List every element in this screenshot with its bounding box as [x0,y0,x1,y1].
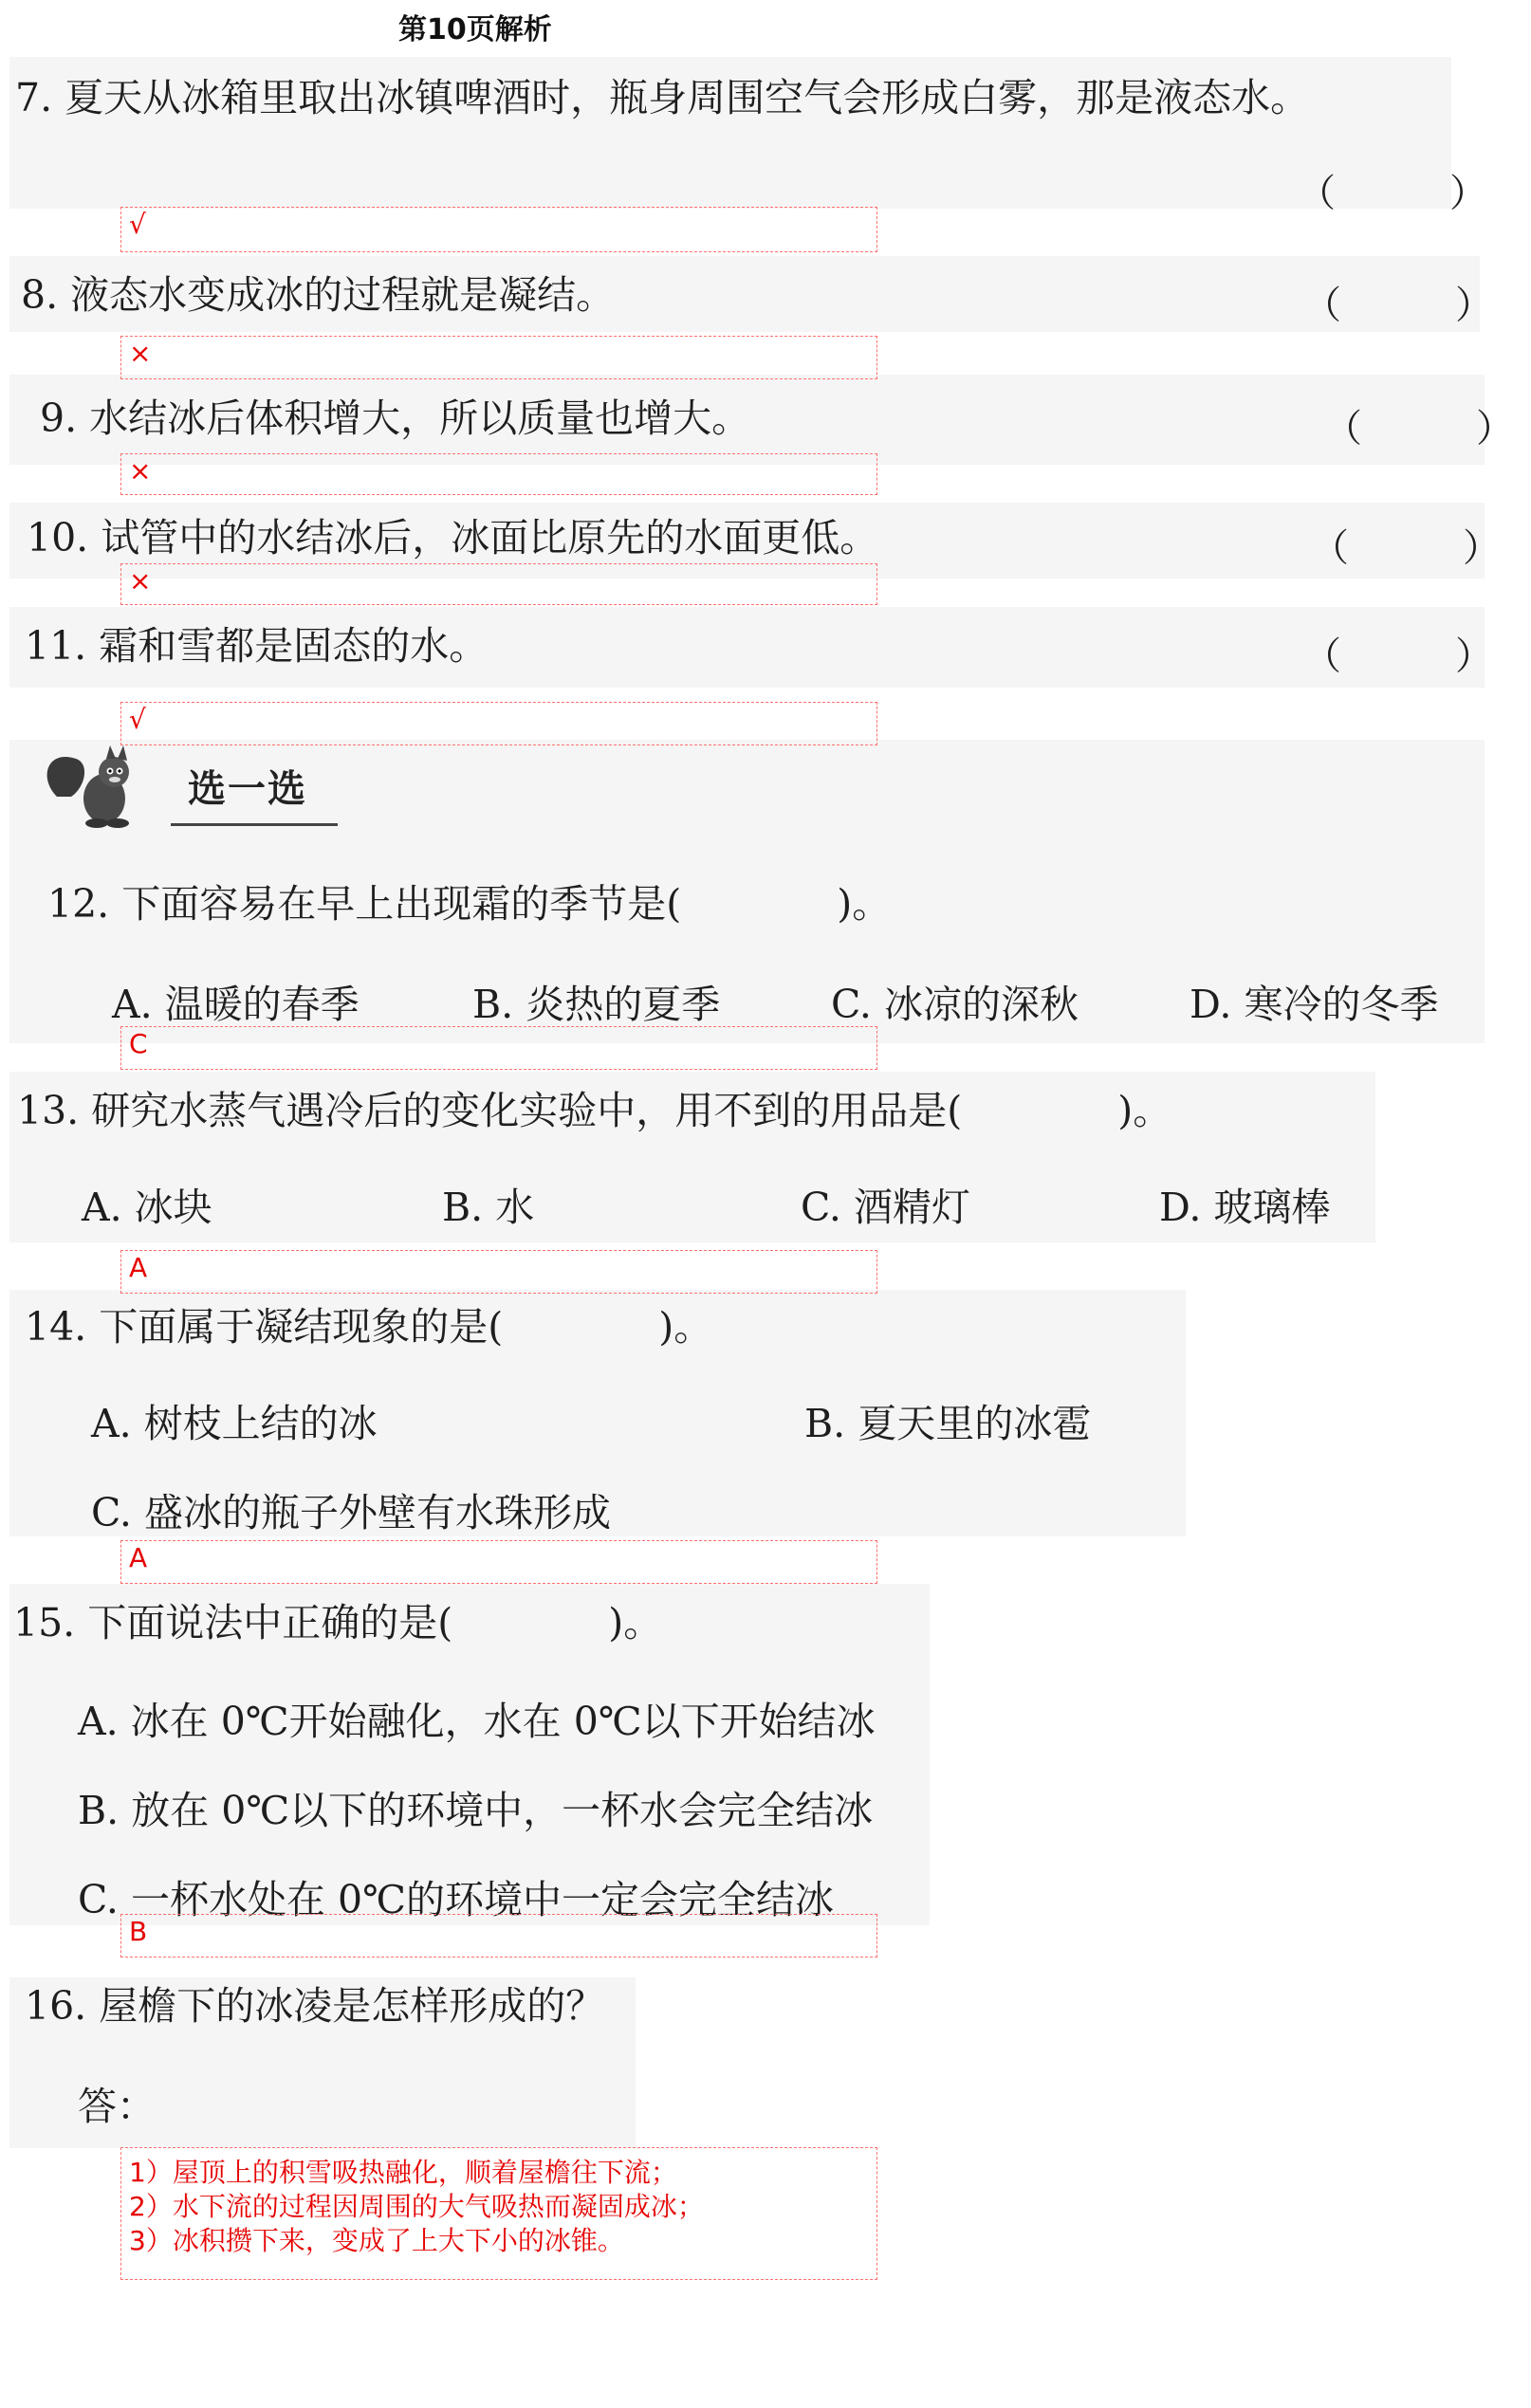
option-b: B. 夏天里的冰雹 [804,1401,1092,1446]
option-a: A. 冰在 0℃开始融化，水在 0℃以下开始结冰 [78,1699,876,1744]
answer-text: A [129,1542,148,1573]
answer-text: × [129,565,152,597]
option-c: C. 冰凉的深秋 [831,982,1079,1027]
option-b: B. 放在 0℃以下的环境中，一杯水会完全结冰 [78,1788,874,1833]
section-title: 选一选 [188,767,307,811]
option-c: C. 酒精灯 [801,1185,970,1230]
option-a: A. 温暖的春季 [112,982,360,1027]
question-11: 11. 霜和雪都是固态的水。 [25,623,489,669]
option-d: D. 寒冷的冬季 [1190,982,1439,1027]
answer-text: √ [129,209,146,240]
answer-text: B [129,1916,148,1947]
answer-paren: （ ） [1324,407,1514,450]
answer-line: 3）冰积攒下来，变成了上大下小的冰锥。 [129,2225,624,2256]
option-b: B. 炎热的夏季 [472,982,721,1027]
question-13: 13. 研究水蒸气遇冷后的变化实验中，用不到的用品是( )。 [17,1088,1172,1133]
page-title: 第10页解析 [398,13,552,46]
answer-box-16 [120,2147,877,2280]
answer-box-9 [120,453,877,495]
answer-box-7 [120,207,877,252]
answer-label: 答： [78,2084,156,2129]
answer-paren: （ ） [1298,172,1487,215]
answer-box-8 [120,336,877,379]
answer-text: × [129,455,152,487]
answer-line: 2）水下流的过程因周围的大气吸热而凝固成冰； [129,2191,704,2222]
answer-paren: （ ） [1311,526,1501,570]
answer-line: 1）屋顶上的积雪吸热融化，顺着屋檐往下流； [129,2157,677,2188]
option-a: A. 树枝上结的冰 [91,1401,378,1446]
answer-box-13 [120,1250,877,1294]
question-9: 9. 水结冰后体积增大，所以质量也增大。 [40,395,751,441]
option-a: A. 冰块 [82,1185,212,1230]
question-7: 7. 夏天从冰箱里取出冰镇啤酒时，瓶身周围空气会形成白雾，那是液态水。 [15,75,1310,120]
answer-box-10 [120,563,877,605]
question-8: 8. 液态水变成冰的过程就是凝结。 [21,272,616,318]
section-header [38,740,341,835]
answer-box-15 [120,1914,877,1958]
question-10: 10. 试管中的水结冰后，冰面比原先的水面更低。 [27,515,879,561]
question-16: 16. 屋檐下的冰凌是怎样形成的？ [25,1983,605,2029]
option-c: C. 盛冰的瓶子外壁有水珠形成 [91,1490,611,1535]
question-12: 12. 下面容易在早上出现霜的季节是( )。 [47,881,892,927]
answer-box-14 [120,1540,877,1584]
question-14: 14. 下面属于凝结现象的是( )。 [25,1304,713,1350]
answer-text: × [129,338,152,369]
question-15: 15. 下面说法中正确的是( )。 [13,1600,663,1645]
option-c: C. 一杯水处在 0℃的环境中一定会完全结冰 [78,1877,834,1922]
answer-text: A [129,1252,148,1283]
option-d: D. 玻璃棒 [1159,1185,1331,1230]
section-underline [171,823,338,826]
option-b: B. 水 [442,1185,535,1230]
answer-paren: （ ） [1303,284,1493,327]
answer-text: C [129,1028,148,1059]
answer-text: √ [129,704,146,735]
answer-paren: （ ） [1303,634,1493,678]
answer-box-12 [120,1026,877,1070]
squirrel-icon [38,740,152,835]
